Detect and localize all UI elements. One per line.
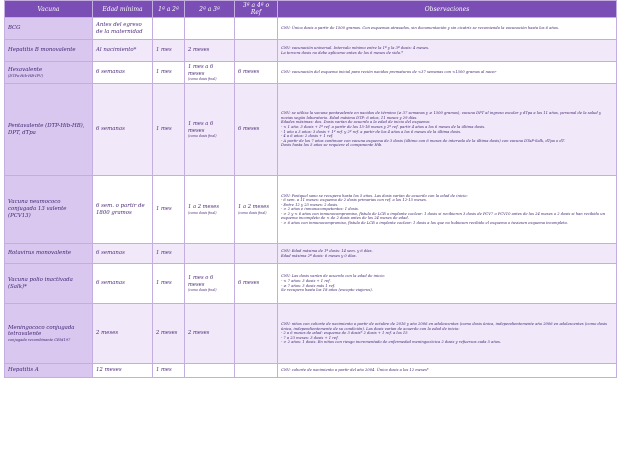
notes-line: - > 2 años e inmunocompetentes: 1 dosis.: [281, 207, 360, 212]
notes-line: - 6 sem. a 11 meses: esquema de 2 dosis primarias con ref. a los 12-15 meses.: [281, 198, 427, 203]
interval-2-3-cell: [185, 244, 235, 264]
notes-line: - Entre 12 y 23 meses: 2 dosis.: [281, 202, 339, 207]
interval-3-4-cell-text: 6 meses: [238, 69, 260, 76]
notes-line: La tercera dosis no debe aplicarse antes de los 6 meses de vida.*: [281, 50, 403, 55]
table-row: [5, 84, 617, 176]
header-vaccine: Vacuna: [5, 1, 93, 18]
vaccine-name-cell-text: Meningococo conjugada tetravalente: [8, 324, 75, 338]
interval-2-3-cell-subtext: (como dosis final): [188, 77, 217, 81]
min-age-cell: [93, 62, 153, 84]
min-age-cell: [93, 40, 153, 62]
interval-1-2-cell-text: 1 mes: [156, 47, 172, 54]
interval-1-2-cell: [153, 364, 185, 378]
interval-3-4-cell: [235, 18, 278, 40]
vaccine-name-cell: [5, 176, 93, 244]
interval-2-3-cell: [185, 364, 235, 378]
interval-1-2-cell-text: 1 mes: [156, 280, 172, 287]
notes-line: Edades máximas: dos. Dosis varían de acuerdo a la edad de inicio del esquema:: [281, 120, 431, 125]
table-row: [5, 244, 617, 264]
notes-line: - ≥ 7 años: 3 dosis más 1 ref.: [281, 283, 336, 288]
min-age-cell-text: 6 semanas: [96, 250, 125, 257]
table-row: [5, 40, 617, 62]
min-age-cell-text: 6 semanas: [96, 69, 125, 76]
notes-line: - 4 a 6 años: 2 dosis + 1 ref.: [281, 134, 334, 139]
interval-2-3-cell: [185, 176, 235, 244]
vaccine-name-cell-text: Hepatitis B monovalente: [8, 47, 76, 54]
min-age-cell: [93, 304, 153, 364]
vaccine-name-cell: [5, 244, 93, 264]
interval-2-3-cell: [185, 304, 235, 364]
notes-cell: [278, 18, 617, 40]
vaccine-name-cell: [5, 264, 93, 304]
notes-line: CNV: vacunación universal. Intervalo mínimo entre la 1ª y la 3ª dosis: 4 meses.: [281, 45, 430, 50]
notes-line: CNV: cohorte de nacimiento a partir del año 2004. Única dosis a los 12 meses*: [281, 368, 429, 373]
notes-line: - 1 año a 3 años: 3 dosis + 1º ref. y 2º ref. a partir de los 4 años a los 6 meses de la última dosis.: [281, 129, 462, 134]
notes-line: Se recupera hasta los 18 años (excepto viajeros).: [281, 288, 373, 293]
min-age-cell-text: Al nacimiento*: [96, 47, 137, 54]
notes-line: - > 6 años con inmunocompromiso, fístula de LCR o implante coclear: 1 dosis a los que no hubiesen recibido el esquema o tuviesen esquema incompleto.: [281, 220, 568, 225]
notes-cell: [278, 84, 617, 176]
notes-cell: [278, 264, 617, 304]
notes-line: - A partir de los 7 años continuar con vacuna esquema de 3 dosis (último con 6 meses de intervalo de la última dosis) con vacuna DTaP-Salk, dTpa o dT.: [281, 138, 565, 143]
interval-2-3-cell: [185, 18, 235, 40]
interval-1-2-cell-text: 1 mes: [156, 126, 172, 133]
vaccine-name-cell: [5, 84, 93, 176]
interval-2-3-cell-text: 2 meses: [188, 330, 210, 337]
vaccine-name-cell: [5, 364, 93, 378]
min-age-cell-text: 6 sem. o partir de 1800 gramos: [96, 202, 145, 216]
vaccine-name-cell-text: Hexavalente: [8, 66, 43, 73]
vaccine-name-cell-subtext: conjugada recombinante CRM197: [8, 338, 71, 343]
min-age-cell: [93, 18, 153, 40]
header-notes: Observaciones: [278, 1, 617, 18]
interval-2-3-cell-subtext: (como dosis final): [188, 134, 217, 138]
table-row: [5, 304, 617, 364]
interval-2-3-cell: [185, 62, 235, 84]
min-age-cell-text: Antes del egreso de la maternidad: [96, 21, 143, 35]
min-age-cell: [93, 84, 153, 176]
interval-1-2-cell-text: 1 mes: [156, 69, 172, 76]
table-row: [5, 364, 617, 378]
min-age-cell-text: 2 meses: [96, 330, 119, 337]
interval-1-2-cell-text: 1 mes: [156, 367, 172, 374]
interval-2-3-cell: [185, 40, 235, 62]
notes-line: Edad máxima 2ª dosis: 6 meses y 0 días.: [281, 253, 357, 258]
min-age-cell-text: 12 meses: [96, 367, 122, 374]
table-row: [5, 18, 617, 40]
interval-2-3-cell-text: 1 mes a 6 meses: [188, 121, 214, 134]
notes-line: CNV: se utiliza la vacuna pentavalente en nacidos de término (≥ 37 semanas y ≥ 1500 gramos), vacuna DPT al ingreso escolar y dTpa a los 11 años, personal de la salud y novias según laboratorio. Edad máxima DTP: 6 años, 11 meses y 29 días.: [281, 111, 602, 120]
notes-cell: [278, 62, 617, 84]
table-row: [5, 176, 617, 244]
notes-cell: [278, 304, 617, 364]
interval-3-4-cell: [235, 84, 278, 176]
header-min-age: Edad mínima: [93, 1, 153, 18]
vaccine-name-cell-text: Vacuna polio inactivada (Salk)*: [8, 276, 73, 290]
notes-line: - < 1 año: 3 dosis + 1º ref. a partir de los 15-18 meses y 2º ref. partir 4 años a los 6 meses de la última dosis.: [281, 124, 486, 129]
table-row: [5, 62, 617, 84]
notes-line: - 7 a 23 meses: 3 dosis + 1 ref.: [281, 335, 339, 340]
notes-cell: [278, 40, 617, 62]
interval-1-2-cell: [153, 244, 185, 264]
interval-1-2-cell: [153, 62, 185, 84]
interval-2-3-cell-text: 1 mes a 6 meses: [188, 64, 214, 77]
interval-2-3-cell-subtext: (como dosis final): [188, 210, 217, 215]
header-interval-2-3: 2ª a 3ª: [185, 1, 235, 18]
notes-line: - < 7 años: 3 dosis + 1 ref.: [281, 278, 331, 283]
vaccine-name-cell-text: Hepatitis A: [8, 367, 39, 374]
vaccine-name-cell-text: Rotavirus monovalente: [8, 250, 72, 257]
notes-line: CNV: niños con cohorte de nacimiento a partir de octubre de 2016 y año 2006 en adolescentes (como dosis única, independientemente año 2006 en adolescentes (como dosis única, independientemente de su condición). Las dosis varían de acuerdo con la edad de inicio:: [281, 322, 608, 331]
notes-line: CNV: Única dosis a partir de 1500 gramos. Con esquemas atrasados, sin documentación y sin cicatriz se recomienda la vacunación hasta los 6 años.: [281, 26, 560, 31]
min-age-cell: [93, 264, 153, 304]
table-row: [5, 264, 617, 304]
notes-line: CNV: Postquel sano se recupera hasta los 5 años. Las dosis varían de acuerdo con la edad de inicio:: [281, 193, 468, 198]
notes-line: - > 2 años: 1 dosis. En niños con riesgo incrementado de enfermedad meningocócica 2 dosis y refuerzos cada 5 años.: [281, 340, 502, 345]
interval-3-4-cell: [235, 40, 278, 62]
interval-1-2-cell: [153, 84, 185, 176]
interval-1-2-cell-text: 2 meses: [156, 330, 178, 337]
interval-3-4-cell-text: 6 meses: [238, 280, 260, 287]
interval-1-2-cell: [153, 304, 185, 364]
vaccine-name-cell: [5, 18, 93, 40]
notes-line: Dosis hasta los 5 años se requiere el componente Hib.: [281, 143, 383, 148]
vaccine-name-cell-text: Pentavalente (DTP-Hib-HB), DPT, dTpa: [8, 122, 85, 136]
notes-cell: [278, 244, 617, 264]
vaccine-name-cell-subtext: (DTPa-Hib-HB-IPV): [8, 73, 43, 78]
notes-line: - > 2 y < 6 años con inmunocompromiso, fístula de LCR o implante coclear: 1 dosis si recibieron 3 dosis de PCV7 o PCV10 antes de los 24 meses o 2 dosis si han recibido un esquema incompleto de < de 2 dosis antes de los 24 meses de edad.: [281, 211, 606, 221]
vaccine-name-cell: [5, 304, 93, 364]
table-body: [5, 18, 617, 378]
interval-2-3-cell-text: 2 meses: [188, 47, 210, 54]
interval-3-4-cell: [235, 62, 278, 84]
min-age-cell-text: 6 semanas: [96, 126, 125, 133]
interval-1-2-cell: [153, 40, 185, 62]
notes-cell: [278, 176, 617, 244]
interval-3-4-cell-subtext: (como dosis final): [238, 210, 267, 215]
header-interval-1-2: 1ª a 2ª: [153, 1, 185, 18]
notes-line: CNV: Edad máxima de 1ª dosis: 14 sem. y 6 días.: [281, 248, 373, 253]
min-age-cell: [93, 364, 153, 378]
interval-3-4-cell: [235, 364, 278, 378]
min-age-cell: [93, 244, 153, 264]
vaccine-name-cell-text: BCG: [8, 25, 21, 32]
interval-1-2-cell: [153, 176, 185, 244]
interval-1-2-cell-text: 1 mes: [156, 250, 172, 257]
notes-line: - 2 a 6 meses de edad: esquema de 3 dosis* 2 dosis + 1 ref. a los 15: [281, 331, 408, 336]
interval-3-4-cell: [235, 176, 278, 244]
vaccine-name-cell: [5, 62, 93, 84]
vaccine-name-cell-text: Vacuna neumococo conjugada 13 valente (PCV13): [8, 199, 67, 219]
vaccine-schedule-table: [4, 0, 617, 378]
min-age-cell: [93, 176, 153, 244]
interval-3-4-cell: [235, 304, 278, 364]
interval-2-3-cell-subtext: (como dosis final): [188, 288, 217, 292]
notes-line: CNV: vacunación del esquema inicial para recién nacidos prematuros de <37 semanas con <1500 gramos al nacer: [281, 70, 497, 75]
interval-3-4-cell: [235, 264, 278, 304]
interval-1-2-cell: [153, 264, 185, 304]
header-interval-3-4: 3ª a 4ª o Ref: [235, 1, 278, 18]
vaccine-name-cell: [5, 40, 93, 62]
interval-1-2-cell-text: 1 mes: [156, 206, 172, 213]
interval-2-3-cell: [185, 264, 235, 304]
interval-2-3-cell: [185, 84, 235, 176]
interval-2-3-cell-text: 1 a 2 meses: [188, 204, 220, 211]
min-age-cell-text: 6 semanas: [96, 280, 125, 287]
interval-3-4-cell-text: 1 a 2 meses: [238, 204, 270, 211]
interval-3-4-cell: [235, 244, 278, 264]
interval-2-3-cell-text: 1 mes o 6 meses: [188, 275, 214, 288]
notes-cell: [278, 364, 617, 378]
interval-1-2-cell: [153, 18, 185, 40]
table-header-row: [5, 1, 617, 18]
interval-3-4-cell-text: 6 meses: [238, 126, 260, 133]
notes-line: CNV: Las dosis varían de acuerdo con la edad de inicio:: [281, 274, 386, 279]
